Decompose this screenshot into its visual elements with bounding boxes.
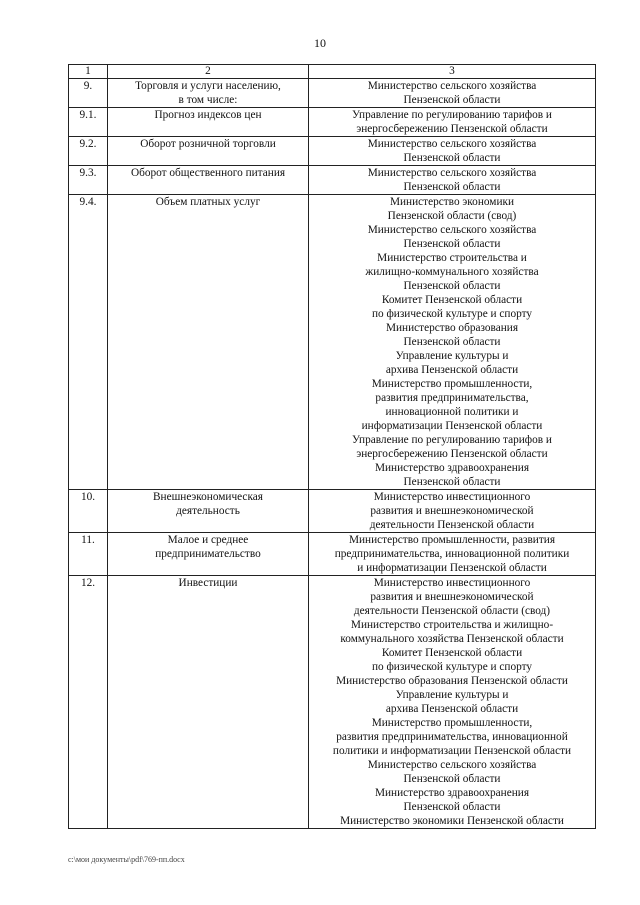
- responsible-line: архива Пензенской области: [385, 703, 519, 715]
- responsible-line: Министерство экономики Пензенской области: [340, 815, 564, 827]
- responsible-line: Министерство сельского хозяйства: [367, 80, 537, 92]
- responsible-line: Пензенской области: [403, 152, 501, 164]
- responsible-line: Комитет Пензенской области: [381, 294, 523, 306]
- table-row: [69, 108, 596, 137]
- row-number: 9.3.: [69, 166, 108, 195]
- indicator-cell: [108, 533, 309, 576]
- row-number: 9.1.: [69, 108, 108, 137]
- responsible-line: коммунального хозяйства Пензенской области: [340, 633, 564, 645]
- indicator-cell: [108, 490, 309, 533]
- row-number: 12.: [69, 576, 108, 829]
- responsible-cell: [309, 195, 596, 490]
- table-row: [69, 79, 596, 108]
- responsible-line: Пензенской области: [403, 94, 501, 106]
- responsible-line: Пензенской области: [403, 238, 501, 250]
- responsible-line: Министерство строительства и жилищно-: [350, 619, 554, 631]
- responsible-line: Министерство образования: [385, 322, 519, 334]
- responsible-line: развития предпринимательства,: [375, 392, 529, 404]
- row-number: 9.2.: [69, 137, 108, 166]
- responsible-cell: [309, 490, 596, 533]
- responsible-line: Министерство промышленности, развития: [348, 534, 556, 546]
- responsible-line: Министерство инвестиционного: [373, 577, 531, 589]
- responsible-line: деятельности Пензенской области: [369, 519, 535, 531]
- indicator-line: Торговля и услуги населению,: [135, 80, 281, 92]
- responsible-line: по физической культуре и спорту: [371, 661, 533, 673]
- header-col-2: 2: [108, 65, 309, 79]
- responsibility-table: [68, 64, 596, 829]
- responsible-line: Комитет Пензенской области: [381, 647, 523, 659]
- table-row: [69, 166, 596, 195]
- responsible-line: инновационной политики и: [385, 406, 519, 418]
- responsible-line: архива Пензенской области: [385, 364, 519, 376]
- footer-file-path: c:\мои документы\pdf\769-пп.docx: [68, 855, 185, 864]
- responsible-line: Министерство экономики: [389, 196, 515, 208]
- responsible-line: Управление культуры и: [395, 689, 509, 701]
- responsible-line: Пензенской области: [403, 181, 501, 193]
- responsible-line: Министерство промышленности,: [371, 378, 533, 390]
- responsible-line: Министерство сельского хозяйства: [367, 759, 537, 771]
- responsible-line: Министерство инвестиционного: [373, 491, 531, 503]
- responsible-line: Пензенской области: [403, 476, 501, 488]
- indicator-cell: [108, 137, 309, 166]
- responsible-line: развития предпринимательства, инновационной: [336, 731, 568, 743]
- responsible-cell: [309, 79, 596, 108]
- table-row: [69, 533, 596, 576]
- indicator-line: Оборот общественного питания: [130, 167, 286, 179]
- header-col-1: 1: [69, 65, 108, 79]
- responsible-cell: [309, 108, 596, 137]
- responsible-line: развития и внешнеэкономической: [370, 505, 534, 517]
- table-row: [69, 576, 596, 829]
- indicator-line: Малое и среднее: [167, 534, 249, 546]
- responsible-line: Министерство образования Пензенской области: [336, 675, 568, 687]
- responsible-line: предпринимательства, инновационной политики: [334, 548, 570, 560]
- indicator-cell: [108, 576, 309, 829]
- indicator-line: Внешнеэкономическая: [153, 491, 263, 503]
- indicator-line: в том числе:: [178, 94, 238, 106]
- responsible-line: информатизации Пензенской области: [361, 420, 543, 432]
- responsible-line: Управление по регулированию тарифов и: [352, 109, 552, 121]
- responsible-line: деятельности Пензенской области (свод): [353, 605, 551, 617]
- row-number: 11.: [69, 533, 108, 576]
- responsible-line: Министерство здравоохранения: [374, 787, 530, 799]
- responsible-line: Министерство сельского хозяйства: [367, 167, 537, 179]
- responsible-line: Пензенской области (свод): [387, 210, 517, 222]
- responsible-line: жилищно-коммунального хозяйства: [365, 266, 539, 278]
- table-header-row: [69, 65, 596, 79]
- indicator-line: предпринимательство: [155, 548, 261, 560]
- indicator-line: деятельность: [176, 505, 240, 517]
- responsible-line: Пензенской области: [403, 336, 501, 348]
- row-number: 9.4.: [69, 195, 108, 490]
- header-col-3: 3: [309, 65, 596, 79]
- responsible-line: развития и внешнеэкономической: [370, 591, 534, 603]
- responsible-line: Министерство сельского хозяйства: [367, 224, 537, 236]
- responsible-line: Пензенской области: [403, 801, 501, 813]
- row-number: 9.: [69, 79, 108, 108]
- responsible-line: политики и информатизации Пензенской области: [332, 745, 572, 757]
- indicator-line: Оборот розничной торговли: [140, 138, 276, 150]
- indicator-line: Прогноз индексов цен: [154, 109, 262, 121]
- responsible-line: Пензенской области: [403, 773, 501, 785]
- responsible-cell: [309, 137, 596, 166]
- indicator-line: Инвестиции: [178, 577, 238, 589]
- responsible-cell: [309, 576, 596, 829]
- indicator-cell: [108, 166, 309, 195]
- responsible-line: энергосбережению Пензенской области: [356, 123, 548, 135]
- responsible-line: Министерство промышленности,: [371, 717, 533, 729]
- responsible-line: Управление культуры и: [395, 350, 509, 362]
- page-number: 10: [314, 36, 326, 50]
- indicator-cell: [108, 108, 309, 137]
- indicator-line: Объем платных услуг: [155, 196, 261, 208]
- row-number: 10.: [69, 490, 108, 533]
- responsible-line: энергосбережению Пензенской области: [356, 448, 548, 460]
- table-row: [69, 195, 596, 490]
- table-row: [69, 137, 596, 166]
- table-row: [69, 490, 596, 533]
- responsible-line: Министерство здравоохранения: [374, 462, 530, 474]
- responsible-line: по физической культуре и спорту: [371, 308, 533, 320]
- responsible-line: Пензенской области: [403, 280, 501, 292]
- responsible-line: Министерство строительства и: [377, 252, 527, 264]
- responsible-cell: [309, 533, 596, 576]
- indicator-cell: [108, 195, 309, 490]
- table-body: [69, 65, 596, 829]
- indicator-cell: [108, 79, 309, 108]
- responsible-line: Министерство сельского хозяйства: [367, 138, 537, 150]
- responsible-line: и информатизации Пензенской области: [357, 562, 547, 574]
- responsible-line: Управление по регулированию тарифов и: [352, 434, 552, 446]
- responsible-cell: [309, 166, 596, 195]
